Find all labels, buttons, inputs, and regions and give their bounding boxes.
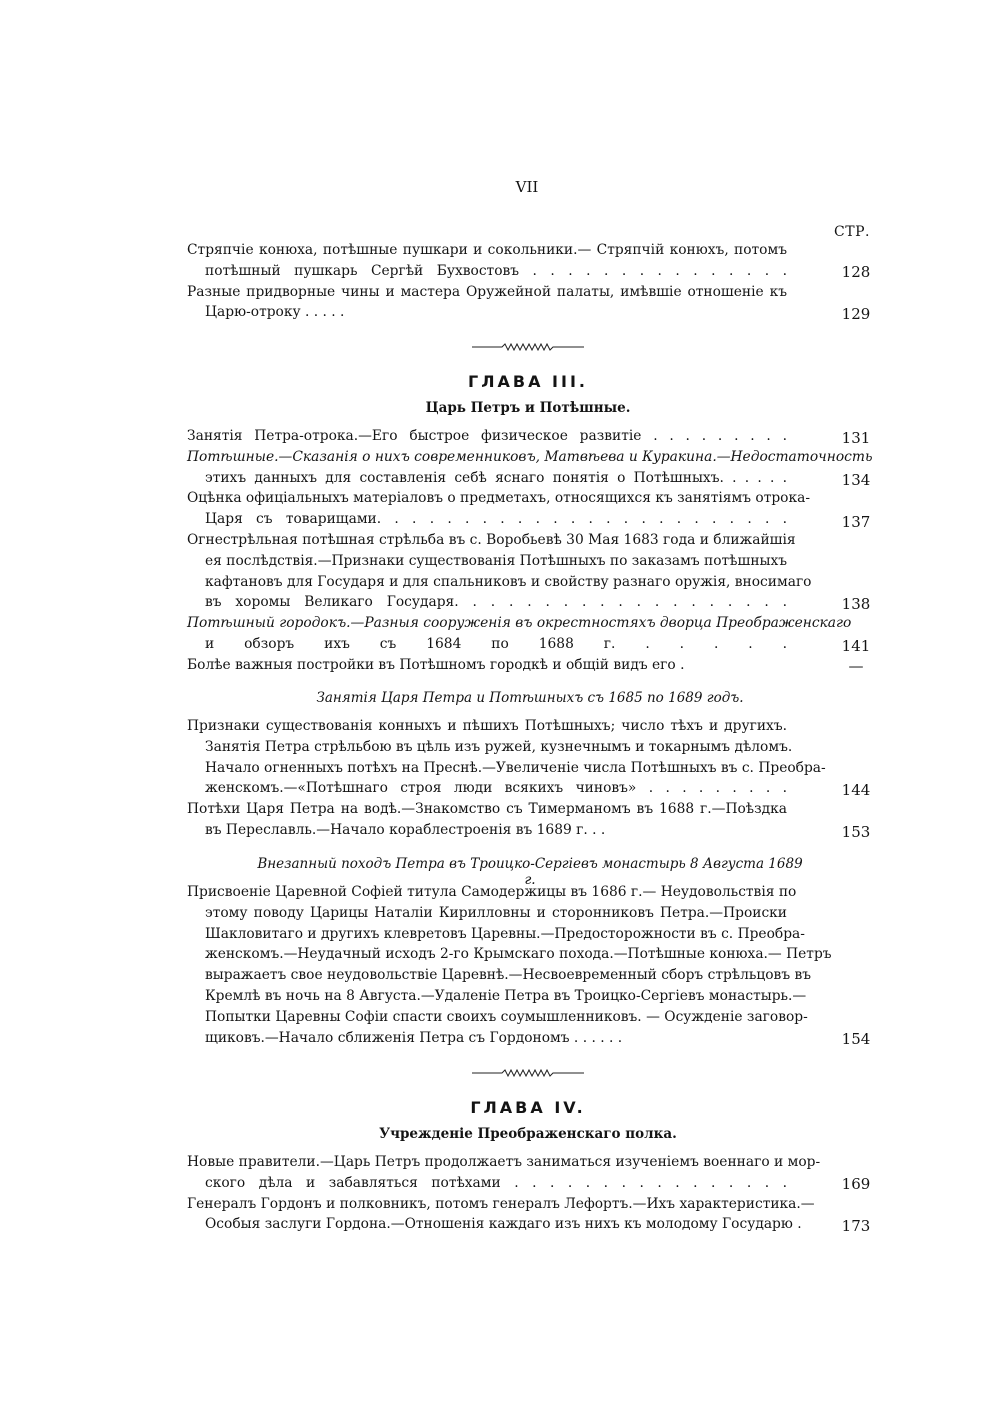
toc-line: Оцѣнка офиціальныхъ матеріаловъ о предметахъ, относящихся къ занятіямъ отрока-: [187, 490, 810, 507]
toc-block-1: [187, 240, 787, 323]
toc-line: ского дѣла и забавляться потѣхами . . . . . . . . . . . . . . . .: [205, 1174, 787, 1191]
ornament-divider: [472, 1066, 584, 1080]
toc-line: Попытки Царевны Софіи спасти своихъ соумышленниковъ. — Осужденіе заговор-: [205, 1008, 808, 1025]
toc-line: Потѣшные.—Сказанія о нихъ современниковъ, Матвѣева и Куракина.—Недостаточность: [187, 448, 873, 465]
chapter-3-subtitle: Царь Петръ и Потѣшные.: [425, 400, 631, 416]
toc-block-chapter-4: [187, 1152, 821, 1235]
toc-line: Генералъ Гордонъ и полковникъ, потомъ генералъ Лефортъ.—Ихъ характеристика.—: [187, 1195, 815, 1212]
toc-line: Болѣе важныя постройки въ Потѣшномъ городкѣ и общій видъ его .: [187, 656, 685, 673]
toc-line: Шакловитаго и другихъ клевретовъ Царевны.—Предосторожности въ с. Преобра-: [205, 925, 805, 942]
page-number: 154: [841, 1030, 871, 1048]
toc-line: ея послѣдствія.—Признаки существованія Потѣшныхъ по заказамъ потѣшныхъ: [205, 552, 788, 569]
toc-line: Новые правители.—Царь Петръ продолжаетъ заниматься изученіемъ военнаго и мор-: [187, 1154, 821, 1170]
toc-line: женскомъ.—Неудачный исходъ 2-го Крымскаго похода.—Потѣшные конюха.— Петръ: [205, 946, 832, 963]
section-caption: Внезапный походъ Петра въ Троицко-Сергіевъ монастырь 8 Августа 1689 г.: [257, 856, 803, 888]
chapter-4-subtitle: Учрежденіе Преображенскаго полка.: [379, 1126, 677, 1142]
toc-line: Потѣхи Царя Петра на водѣ.—Знакомство съ Тимерманомъ въ 1688 г.—Поѣздка: [187, 801, 787, 818]
toc-line: Стряпчіе конюха, потѣшные пушкари и сокольники.— Стряпчій конюхъ, потомъ: [187, 242, 787, 258]
page-folio: VII: [515, 178, 539, 196]
toc-line: въ Переславль.—Начало кораблестроенія въ 1689 г. . .: [205, 821, 606, 838]
page-number: 173: [841, 1217, 871, 1235]
toc-line: Признаки существованія конныхъ и пѣшихъ Потѣшныхъ; число тѣхъ и другихъ.: [187, 718, 787, 734]
page-number: 134: [841, 471, 871, 489]
ornament-divider: [472, 340, 584, 354]
page-number: 128: [841, 263, 871, 281]
chapter-4-title: ГЛАВА IV.: [470, 1098, 586, 1117]
page-number: 129: [841, 305, 871, 323]
page-number: 169: [841, 1175, 871, 1193]
page-number: 153: [841, 823, 871, 841]
page-number: 144: [841, 781, 871, 799]
toc-line: Начало огненныхъ потѣхъ на Преснѣ.—Увеличеніе числа Потѣшныхъ въ с. Преобра-: [205, 759, 826, 776]
page-column-label: СТР.: [834, 224, 870, 240]
toc-line: Занятія Петра стрѣльбою въ цѣль изъ ружей, кузнечнымъ и токарнымъ дѣломъ.: [205, 738, 793, 755]
toc-line: Разные придворные чины и мастера Оружейной палаты, имѣвшіе отношеніе къ: [187, 283, 787, 300]
toc-line: Кремлѣ въ ночь на 8 Августа.—Удаленіе Петра въ Троицко-Сергіевъ монастырь.—: [205, 987, 807, 1004]
toc-line: этихъ данныхъ для составленія себѣ яснаго понятія о Потѣшныхъ. . . . . .: [205, 469, 787, 486]
toc-line: Потѣшный городокъ.—Разныя сооруженія въ окрестностяхъ дворца Преображенскаго: [187, 615, 852, 632]
toc-line: потѣшный пушкарь Сергѣй Бухвостовъ . . . . . . . . . . . . . . .: [205, 262, 787, 279]
toc-block-chapter-3c: [187, 882, 832, 1048]
toc-line: этому поводу Царицы Наталіи Кирилловны и сторонниковъ Петра.—Происки: [205, 904, 787, 921]
toc-line: Царя съ товарищами. . . . . . . . . . . . . . . . . . . . . . . .: [205, 511, 787, 528]
page-number: 141: [841, 637, 871, 655]
toc-line: выражаетъ свое неудовольствіе Царевнѣ.—Несвоевременный сборъ стрѣльцовъ въ: [205, 967, 812, 984]
toc-line: Занятія Петра-отрока.—Его быстрое физическое развитіе . . . . . . . . .: [187, 428, 787, 444]
toc-line: Присвоеніе Царевной Софіей титула Самодержицы въ 1686 г.— Неудовольствія по: [187, 884, 797, 900]
toc-line: женскомъ.—«Потѣшнаго строя люди всякихъ чиновъ» . . . . . . . . .: [205, 780, 787, 797]
page-number: 137: [841, 513, 871, 531]
toc-line: въ хоромы Великаго Государя. . . . . . . . . . . . . . . . . . .: [205, 594, 787, 611]
toc-block-chapter-3b: [187, 716, 826, 841]
section-caption: Занятія Царя Петра и Потѣшныхъ съ 1685 по 1689 годъ.: [316, 690, 744, 706]
toc-line: Особыя заслуги Гордона.—Отношенія каждаго изъ нихъ къ молодому Государю .: [205, 1216, 802, 1233]
page-number: 131: [841, 429, 871, 447]
toc-line: Огнестрѣльная потѣшная стрѣльба въ с. Воробьевѣ 30 Мая 1683 года и ближайшія: [187, 531, 796, 548]
toc-line: щиковъ.—Начало сближенія Петра съ Гордономъ . . . . . .: [205, 1029, 623, 1046]
toc-line: и обзоръ ихъ съ 1684 по 1688 г. . . . . .: [205, 635, 787, 652]
page-number: —: [848, 657, 864, 675]
chapter-3-title: ГЛАВА III.: [468, 372, 588, 391]
toc-line: кафтановъ для Государя и для спальниковъ и свойству разнаго оружія, вносимаго: [205, 573, 812, 590]
toc-line: Царю-отроку . . . . .: [205, 304, 345, 321]
page-number: 138: [841, 595, 871, 613]
